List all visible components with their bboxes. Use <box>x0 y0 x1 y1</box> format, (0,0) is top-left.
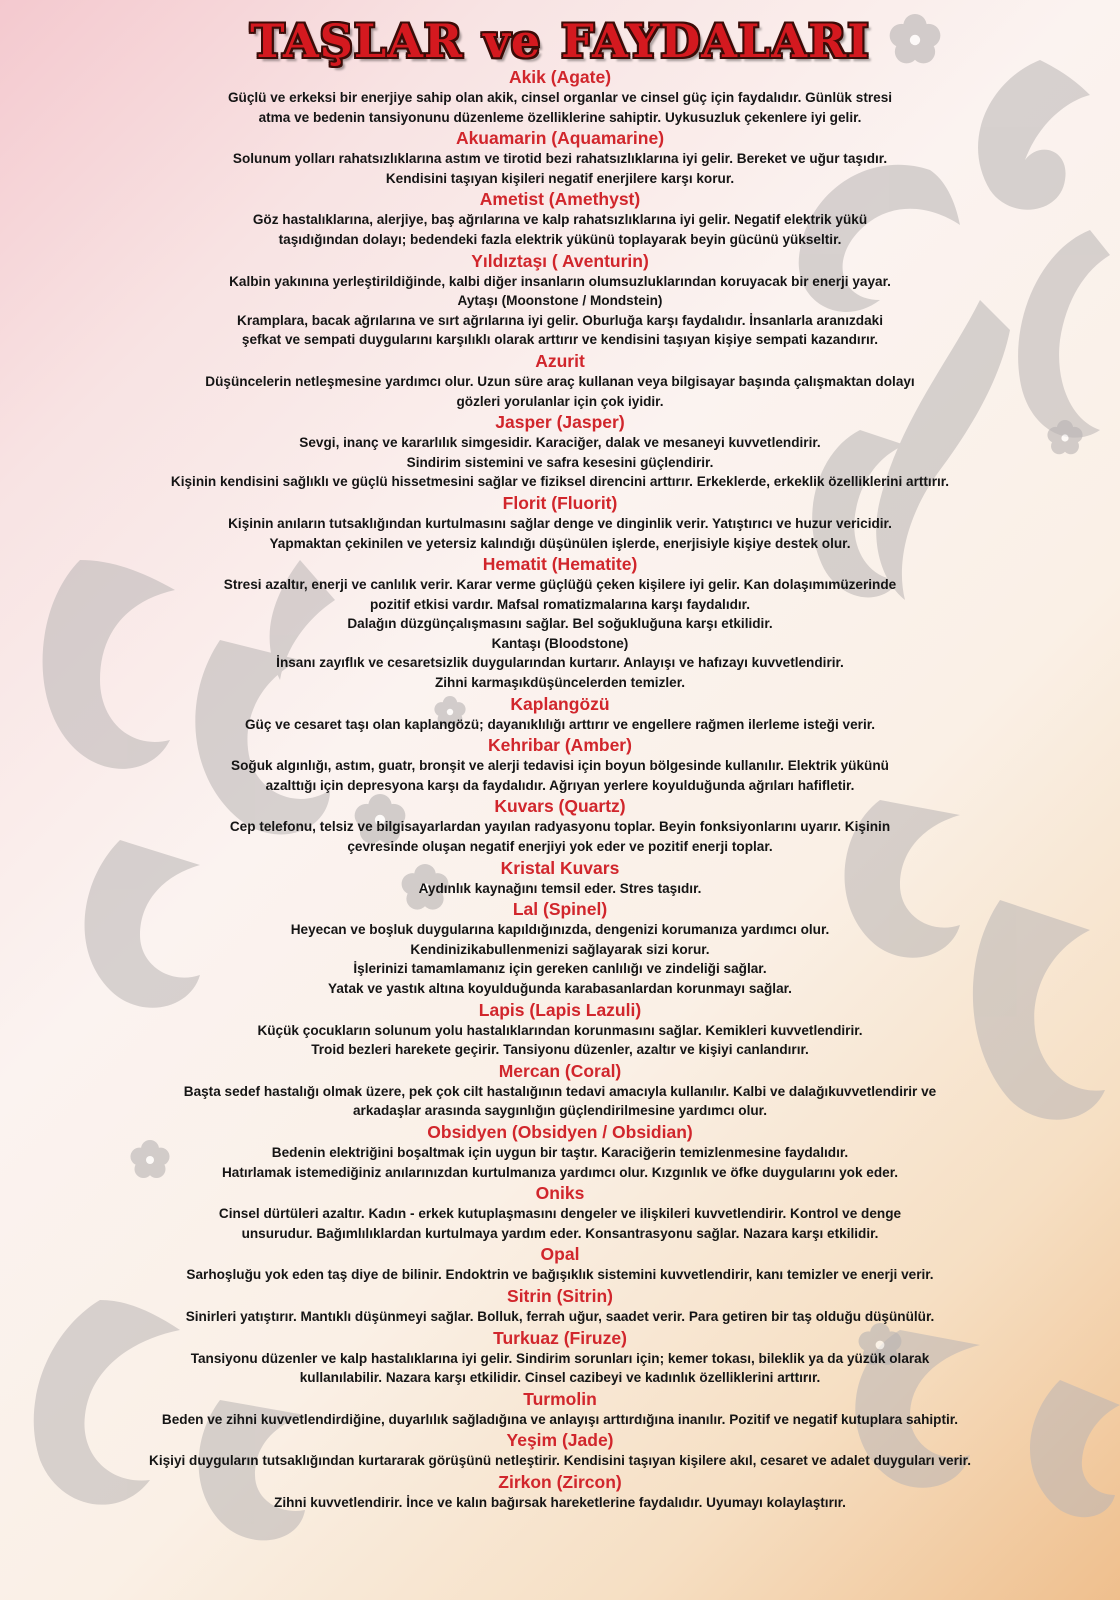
stone-description-line: Dalağın düzgünçalışmasını sağlar. Bel soğukluğuna karşı etkilidir. <box>347 616 773 632</box>
stone-description-line: İnsanı zayıflık ve cesaretsizlik duygularından kurtarır. Anlayışı ve hafızayı kuvvetlendirir. <box>276 655 844 671</box>
stone-title: Yeşim (Jade) <box>506 1430 614 1451</box>
stone-description-line: gözleri yorulanlar için çok iyidir. <box>456 393 664 409</box>
stone-title: Oniks <box>535 1183 585 1204</box>
page-title <box>0 12 1120 70</box>
stone-title: Hematit (Hematite) <box>482 554 638 575</box>
stone-entry-oniks <box>0 1182 1120 1243</box>
title-word-benefits: FAYDALARI <box>561 14 870 68</box>
stone-description-line: kullanılabilir. Nazara karşı etkilidir. Cinsel cazibeyi ve kadınlık özelliklerini arttırır. <box>299 1370 821 1386</box>
stone-entry-zirkon <box>0 1471 1120 1513</box>
stone-entry-azurit <box>0 350 1120 411</box>
stone-description-line: Başta sedef hastalığı olmak üzere, pek çok cilt hastalığının tedavi amacıyla kullanılır. Kalbi ve dalağıkuvvetlendirir ve <box>183 1083 937 1099</box>
stone-description-line: Sindirim sistemini ve safra kesesini güçlendirir. <box>406 454 714 470</box>
stone-entry-sitrin <box>0 1285 1120 1327</box>
stone-description-line: arkadaşlar arasında saygınlığın güçlendirilmesine yardımcı olur. <box>352 1103 768 1119</box>
stone-title: Mercan (Coral) <box>498 1060 622 1081</box>
stone-description-line: Stresi azaltır, enerji ve canlılık verir. Karar verme güçlüğü çeken kişilere iyi gelir. Kan dolaşımımüzerinde <box>223 577 897 593</box>
stone-entry-florit <box>0 492 1120 553</box>
stone-title: Kuvars (Quartz) <box>494 796 626 817</box>
stone-entry-turmolin <box>0 1388 1120 1430</box>
stone-description-line: unsurudur. Bağımlılıklardan kurtulmaya yardım eder. Konsantrasyonu sağlar. Nazara karşı etkilidir. <box>241 1225 879 1241</box>
stone-title: Florit (Fluorit) <box>502 492 618 513</box>
stone-entry-kehribar <box>0 734 1120 795</box>
stone-description-line: şefkat ve sempati duygularını karşılıklı olarak arttırır ve kendisini taşıyan kişiye sempati kazandırır. <box>241 332 879 348</box>
stone-title: Turmolin <box>523 1388 597 1409</box>
stone-title: Kristal Kuvars <box>500 857 620 878</box>
stone-description-line: Zihni kuvvetlendirir. İnce ve kalın bağırsak hareketlerine faydalıdır. Uyumayı kolaylaştırır. <box>274 1494 846 1510</box>
stone-description-line: Aydınlık kaynağını temsil eder. Stres taşıdır. <box>418 880 702 896</box>
stone-title: Jasper (Jasper) <box>495 412 625 433</box>
stone-list <box>0 66 1120 1513</box>
stone-description-line: Düşüncelerin netleşmesine yardımcı olur. Uzun süre araç kullanan veya bilgisayar başında çalışmaktan dolayı <box>205 373 915 389</box>
stone-description-line: İşlerinizi tamamlamanız için gereken canlılığı ve zindeliği sağlar. <box>353 961 767 977</box>
stone-description-line: Kendinizikabullenmenizi sağlayarak sizi korur. <box>410 941 710 957</box>
stone-entry-kaplangozu <box>0 693 1120 735</box>
stone-description-line: azalttığı için depresyona karşı da faydalıdır. Ağrıyan yerlere koyulduğunda ağrıları hafifletir. <box>265 777 855 793</box>
stone-description-line: Hatırlamak istemediğiniz anılarınızdan kurtulmanıza yardımcı olur. Kızgınlık ve öfke duygularını yok eder. <box>221 1164 899 1180</box>
stone-entry-mercan <box>0 1060 1120 1121</box>
stone-entry-jasper <box>0 411 1120 492</box>
stone-title: Sitrin (Sitrin) <box>507 1285 613 1306</box>
stone-title: Kaplangözü <box>510 693 610 714</box>
stone-entry-lapis <box>0 999 1120 1060</box>
stone-entry-turkuaz <box>0 1327 1120 1388</box>
stone-description-line: Göz hastalıklarına, alerjiye, baş ağrılarına ve kalp rahatsızlıklarına iyi gelir. Negatif elektrik yükü <box>252 212 868 228</box>
stone-description-line: Cep telefonu, telsiz ve bilgisayarlardan yayılan radyasyonu toplar. Beyin fonksiyonlarını uyarır. Kişinin <box>229 819 891 835</box>
stone-description-line: Yatak ve yastık altına koyulduğunda karabasanlardan korunmayı sağlar. <box>328 981 792 996</box>
stone-description-line: Bedenin elektriğini boşaltmak için uygun bir taştır. Karaciğerin temizlenmesine faydalıdır. <box>271 1144 849 1160</box>
stone-entry-akuamarin <box>0 127 1120 188</box>
stone-description-line: Cinsel dürtüleri azaltır. Kadın - erkek kutuplaşmasını dengeler ve ilişkileri kuvvetlendirir. Kontrol ve denge <box>218 1206 902 1222</box>
stone-title: Obsidyen (Obsidyen / Obsidian) <box>427 1121 693 1142</box>
stone-description-line: Kalbin yakınına yerleştirildiğinde, kalbi diğer insanların olumsuzluklarından koruyacak bir enerji yayar. <box>229 273 891 289</box>
title-word-stones: TAŞLAR <box>250 14 464 68</box>
stone-entry-kristal-kuvars <box>0 857 1120 899</box>
stone-entry-opal <box>0 1243 1120 1285</box>
stone-description-line: Heyecan ve boşluk duygularına kapıldığınızda, dengenizi korumanıza yardımcı olur. <box>290 922 830 938</box>
stone-subtitle-aytasi: Aytaşı (Moonstone / Mondstein) <box>457 293 663 309</box>
title-word-and: ve <box>483 14 542 68</box>
stone-title: Opal <box>540 1244 580 1265</box>
stone-description-line: Sarhoşluğu yok eden taş diye de bilinir. Endoktrin ve bağışıklık sistemini kuvvetlendirir, kanı temizler ve enerji verir. <box>186 1267 934 1283</box>
stone-title: Turkuaz (Firuze) <box>493 1327 627 1348</box>
stone-description-line: Sinirleri yatıştırır. Mantıklı düşünmeyi sağlar. Bolluk, ferrah uğur, saadet verir. Para getiren bir taş olduğu düşünülür. <box>185 1308 935 1324</box>
stone-entry-lal <box>0 898 1120 998</box>
stone-description-line: Soğuk algınlığı, astım, guatr, bronşit ve alerji tedavisi için boyun bölgesinde kullanılır. Elektrik yükünü <box>231 758 889 774</box>
stone-description-line: atma ve bedenin tansiyonunu düzenleme özelliklerine sahiptir. Uykusuzluk çekenlere iyi gelir. <box>258 109 862 125</box>
stone-description-line: Zihni karmaşıkdüşüncelerden temizler. <box>434 675 686 691</box>
stone-description-line: Beden ve zihni kuvvetlendirdiğine, duyarlılık sağladığına ve anlayışı arttırdığına inanılır. Pozitif ve negatif kutuplara sahiptir. <box>161 1411 959 1427</box>
stone-title: Ametist (Amethyst) <box>479 189 641 210</box>
stone-title: Yıldıztaşı ( Aventurin) <box>471 250 649 271</box>
stone-description-line: Sevgi, inanç ve kararlılık simgesidir. Karaciğer, dalak ve mesaneyi kuvvetlendirir. <box>299 435 821 451</box>
stone-description-line: Kişinin anıların tutsaklığından kurtulmasını sağlar denge ve dinginlik verir. Yatıştırıcı ve huzur vericidir. <box>228 515 892 531</box>
stone-title: Lal (Spinel) <box>512 899 608 920</box>
stone-description-line: Tansiyonu düzenler ve kalp hastalıklarına iyi gelir. Sindirim sorunları için; kemer tokası, bileklik ya da yüzük olarak <box>190 1350 930 1366</box>
stone-entry-akik <box>0 66 1120 127</box>
stone-subtitle-kantasi: Kantaşı (Bloodstone) <box>491 635 629 651</box>
stone-title: Zirkon (Zircon) <box>498 1471 622 1492</box>
stone-entry-hematit <box>0 553 1120 693</box>
stone-description-line: Kendisini taşıyan kişileri negatif enerjilere karşı korur. <box>385 170 735 186</box>
stone-description-line: Solunum yolları rahatsızlıklarına astım ve tirotid bezi rahatsızlıklarına iyi gelir. Bereket ve uğur taşıdır. <box>232 151 888 167</box>
stone-entry-obsidyen <box>0 1121 1120 1182</box>
stone-title: Azurit <box>535 350 585 371</box>
stone-description-line: Yapmaktan çekinilen ve yetersiz kalındığı düşünülen işlerde, enerjisiyle kişiye destek olur. <box>269 535 851 551</box>
stone-description-line: çevresinde oluşan negatif enerjiyi yok eder ve pozitif enerji toplar. <box>347 839 773 855</box>
stone-title: Kehribar (Amber) <box>488 735 632 756</box>
stone-entry-ametist <box>0 188 1120 249</box>
stone-description-line: Kişinin kendisini sağlıklı ve güçlü hissetmesini sağlar ve fiziksel direncini arttırır. Erkeklerde, erkeklik özelliklerini arttırır. <box>170 474 950 490</box>
stone-description-line: Güç ve cesaret taşı olan kaplangözü; dayanıklılığı arttırır ve engellere rağmen ilerleme isteği verir. <box>244 716 876 732</box>
stone-description-line: Troid bezleri harekete geçirir. Tansiyonu düzenler, azaltır ve kişiyi canlandırır. <box>311 1042 809 1058</box>
stone-description-line: Güçlü ve erkeksi bir enerjiye sahip olan akik, cinsel organlar ve cinsel güç için faydalıdır. Günlük stresi <box>227 90 893 105</box>
stone-title: Lapis (Lapis Lazuli) <box>478 999 642 1020</box>
stone-title: Akik (Agate) <box>508 67 612 87</box>
stone-description-line: pozitif etkisi vardır. Mafsal romatizmalarına karşı faydalıdır. <box>369 596 750 612</box>
stone-description-line: Kişiyi duyguların tutsaklığından kurtararak görüşünü netleştirir. Kendisini taşıyan kişilere akıl, cesaret ve adalet duyguları verir. <box>149 1453 971 1469</box>
stone-description-line: Kramplara, bacak ağrılarına ve sırt ağrılarına iyi gelir. Oburluğa karşı faydalıdır. İnsanlarla aranızdaki <box>237 312 883 328</box>
stone-description-line: taşıdığından dolayı; bedendeki fazla elektrik yükünü toplayarak beyin gücünü yükseltir. <box>278 231 842 247</box>
stone-title: Akuamarin (Aquamarine) <box>455 128 665 149</box>
stone-entry-yildiztasi <box>0 250 1120 350</box>
stone-description-line: Küçük çocukların solunum yolu hastalıklarından korunmasını sağlar. Kemikleri kuvvetlendirir. <box>257 1022 863 1038</box>
stone-entry-kuvars <box>0 795 1120 856</box>
stone-entry-yesim <box>0 1429 1120 1471</box>
